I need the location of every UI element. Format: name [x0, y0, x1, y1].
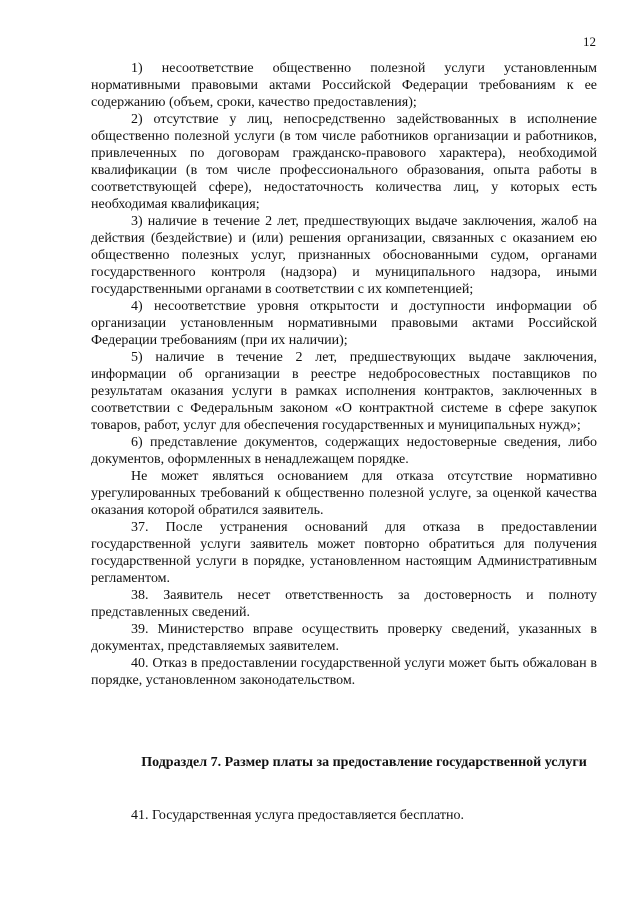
paragraph-item-4: 4) несоответствие уровня открытости и доступности информации об организации установленным нормативными правовыми актами Российской Федерации требованиям (при их наличии);	[91, 299, 597, 348]
paragraph-41: 41. Государственная услуга предоставляется бесплатно.	[131, 808, 464, 823]
paragraph-item-6: 6) представление документов, содержащих недостоверные сведения, либо документов, оформленных в ненадлежащем порядке.	[91, 435, 597, 467]
paragraph-item-5: 5) наличие в течение 2 лет, предшествующих выдаче заключения, информации об организации в реестре недобросовестных поставщиков по результатам оказания услуги в рамках исполнения контрактов, заключенных в соответствии с Федеральным законом «О контрактной системе в сфере закупок товаров, работ, услуг для обеспечения государственных и муниципальных нужд»;	[91, 350, 597, 433]
paragraph-item-2: 2) отсутствие у лиц, непосредственно задействованных в исполнение общественно полезной услуги (в том числе работников организации и работников, привлеченных по договорам гражданско-правового характера), необходимой квалификации (в том числе профессионального образования, опыта работы в соответствующей сфере), недостаточность количества лиц, у которых есть необходимая квалификация;	[91, 112, 597, 212]
paragraph-item-3: 3) наличие в течение 2 лет, предшествующих выдаче заключения, жалоб на действия (бездействие) и (или) решения организации, связанных с оказанием ею общественно полезных услуг, признанных обоснованными судом, органами государственного контроля (надзора) и муниципального надзора, иными государственными органами в соответствии с их компетенцией;	[91, 214, 597, 297]
paragraph-37: 37. После устранения оснований для отказа в предоставлении государственной услуги заявитель может повторно обратиться для получения государственной услуги в порядке, установленном настоящим Административным регламентом.	[91, 520, 597, 586]
document-body	[91, 60, 597, 689]
paragraph-40: 40. Отказ в предоставлении государственной услуги может быть обжалован в порядке, установленном законодательством.	[91, 656, 597, 688]
paragraph-note: Не может являться основанием для отказа отсутствие нормативно урегулированных требований к общественно полезной услуге, за оценкой качества оказания которой обратился заявитель.	[91, 469, 597, 518]
paragraph-38: 38. Заявитель несет ответственность за достоверность и полноту представленных сведений.	[91, 588, 597, 620]
paragraph-39: 39. Министерство вправе осуществить проверку сведений, указанных в документах, представляемых заявителем.	[91, 622, 597, 654]
page-number: 12	[583, 34, 596, 49]
paragraph-item-1: 1) несоответствие общественно полезной услуги установленным нормативными правовыми актами Российской Федерации требованиям к ее содержанию (объем, сроки, качество предоставления);	[91, 61, 597, 110]
subsection-heading: Подраздел 7. Размер платы за предоставление государственной услуги	[141, 755, 587, 770]
